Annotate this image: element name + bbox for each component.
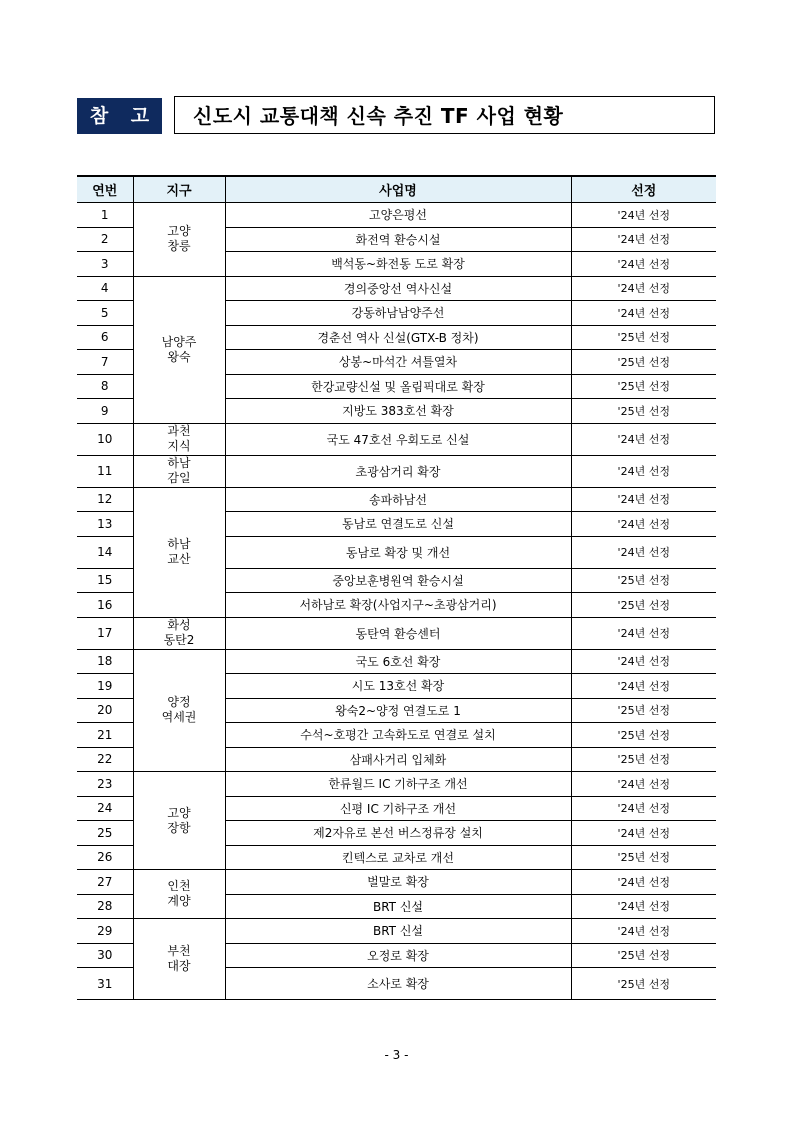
district-cell (133, 487, 225, 617)
project-name: 중앙보훈병원역 환승시설 (225, 568, 571, 593)
selected-year: '24년 선정 (571, 870, 716, 895)
selected-year: '24년 선정 (571, 252, 716, 277)
selected-year: '24년 선정 (571, 674, 716, 699)
selected-year: '25년 선정 (571, 399, 716, 424)
district-name-line: 왕숙 (167, 349, 191, 364)
table-body (77, 203, 716, 1000)
selected-year: '24년 선정 (571, 203, 716, 228)
district-cell (133, 276, 225, 423)
table-row (77, 423, 716, 455)
row-number: 26 (77, 845, 133, 870)
table-row (77, 870, 716, 895)
district-cell (133, 870, 225, 919)
district-name-line: 과천 (167, 424, 191, 438)
project-name: 송파하남선 (225, 487, 571, 512)
selected-year: '24년 선정 (571, 423, 716, 455)
table-row (77, 203, 716, 228)
row-number: 14 (77, 536, 133, 568)
row-number: 29 (77, 919, 133, 944)
row-number: 28 (77, 894, 133, 919)
row-number: 13 (77, 512, 133, 537)
district-name-line: 화성 (167, 618, 191, 632)
project-name: BRT 신설 (225, 919, 571, 944)
project-name: 신평 IC 기하구조 개선 (225, 796, 571, 821)
page-title: 신도시 교통대책 신속 추진 TF 사업 현황 (193, 104, 564, 128)
title-box (174, 96, 715, 134)
project-name: 시도 13호선 확장 (225, 674, 571, 699)
project-name: 국도 6호선 확장 (225, 649, 571, 674)
selected-year: '25년 선정 (571, 350, 716, 375)
row-number: 23 (77, 772, 133, 797)
table-row (77, 649, 716, 674)
row-number: 21 (77, 723, 133, 748)
row-number: 5 (77, 301, 133, 326)
project-name: 동남로 연결도로 신설 (225, 512, 571, 537)
selected-year: '25년 선정 (571, 845, 716, 870)
selected-year: '24년 선정 (571, 821, 716, 846)
selected-year: '24년 선정 (571, 617, 716, 649)
district-cell (133, 772, 225, 870)
column-header-district: 지구 (133, 176, 225, 203)
row-number: 31 (77, 968, 133, 1000)
district-name-line: 지식 (167, 439, 191, 453)
project-name: BRT 신설 (225, 894, 571, 919)
project-name: 경춘선 역사 신설(GTX-B 정차) (225, 325, 571, 350)
project-name: 삼패사거리 입체화 (225, 747, 571, 772)
row-number: 20 (77, 698, 133, 723)
district-name-line: 양정 (167, 695, 191, 710)
column-header-project: 사업명 (225, 176, 571, 203)
table-row (77, 487, 716, 512)
reference-tag: 참 고 (77, 98, 162, 134)
district-name-line: 창릉 (167, 239, 191, 254)
column-header-no: 연번 (77, 176, 133, 203)
selected-year: '24년 선정 (571, 276, 716, 301)
selected-year: '25년 선정 (571, 593, 716, 618)
project-name: 서하남로 확장(사업지구~초광삼거리) (225, 593, 571, 618)
district-name-line: 남양주 (161, 334, 197, 349)
selected-year: '24년 선정 (571, 536, 716, 568)
selected-year: '25년 선정 (571, 723, 716, 748)
selected-year: '25년 선정 (571, 747, 716, 772)
district-name-line: 하남 (167, 537, 191, 551)
selected-year: '25년 선정 (571, 374, 716, 399)
row-number: 25 (77, 821, 133, 846)
district-name-line: 부천 (167, 944, 191, 958)
district-name-line: 감일 (167, 471, 191, 485)
selected-year: '25년 선정 (571, 568, 716, 593)
selected-year: '24년 선정 (571, 919, 716, 944)
district-name-line: 고양 (167, 805, 191, 820)
row-number: 10 (77, 423, 133, 455)
district-cell (133, 423, 225, 455)
page-number: - 3 - (384, 1048, 409, 1062)
project-name: 경의중앙선 역사신설 (225, 276, 571, 301)
table-header-row (77, 176, 716, 203)
project-name: 초광삼거리 확장 (225, 455, 571, 487)
row-number: 17 (77, 617, 133, 649)
project-name: 한류월드 IC 기하구조 개선 (225, 772, 571, 797)
row-number: 12 (77, 487, 133, 512)
page-header (77, 96, 717, 136)
selected-year: '24년 선정 (571, 512, 716, 537)
district-cell (133, 617, 225, 649)
district-cell (133, 919, 225, 1000)
project-name: 강동하남남양주선 (225, 301, 571, 326)
row-number: 6 (77, 325, 133, 350)
project-name: 지방도 383호선 확장 (225, 399, 571, 424)
district-name-line: 동탄2 (163, 633, 195, 647)
row-number: 1 (77, 203, 133, 228)
table-row (77, 455, 716, 487)
selected-year: '25년 선정 (571, 968, 716, 1000)
selected-year: '24년 선정 (571, 227, 716, 252)
row-number: 3 (77, 252, 133, 277)
selected-year: '24년 선정 (571, 772, 716, 797)
row-number: 11 (77, 455, 133, 487)
project-name: 소사로 확장 (225, 968, 571, 1000)
selected-year: '24년 선정 (571, 487, 716, 512)
project-name: 제2자유로 본선 버스정류장 설치 (225, 821, 571, 846)
row-number: 15 (77, 568, 133, 593)
table-row (77, 772, 716, 797)
project-name: 왕숙2~양정 연결도로 1 (225, 698, 571, 723)
district-name-line: 역세권 (161, 710, 197, 725)
district-name-line: 고양 (167, 224, 191, 239)
table-row (77, 919, 716, 944)
row-number: 9 (77, 399, 133, 424)
selected-year: '24년 선정 (571, 455, 716, 487)
project-name: 동탄역 환승센터 (225, 617, 571, 649)
row-number: 30 (77, 943, 133, 968)
selected-year: '25년 선정 (571, 325, 716, 350)
selected-year: '24년 선정 (571, 894, 716, 919)
row-number: 8 (77, 374, 133, 399)
project-name: 화전역 환승시설 (225, 227, 571, 252)
district-name-line: 장항 (167, 820, 191, 835)
project-name: 동남로 확장 및 개선 (225, 536, 571, 568)
district-cell (133, 203, 225, 277)
project-name: 백석동~화전동 도로 확장 (225, 252, 571, 277)
column-header-selected: 선정 (571, 176, 716, 203)
district-name-line: 하남 (167, 456, 191, 470)
row-number: 18 (77, 649, 133, 674)
district-name-line: 대장 (167, 959, 191, 973)
project-name: 국도 47호선 우회도로 신설 (225, 423, 571, 455)
table-row (77, 276, 716, 301)
selected-year: '25년 선정 (571, 943, 716, 968)
row-number: 19 (77, 674, 133, 699)
selected-year: '25년 선정 (571, 698, 716, 723)
row-number: 22 (77, 747, 133, 772)
row-number: 16 (77, 593, 133, 618)
row-number: 27 (77, 870, 133, 895)
row-number: 4 (77, 276, 133, 301)
project-name: 고양은평선 (225, 203, 571, 228)
table-row (77, 617, 716, 649)
district-cell (133, 455, 225, 487)
project-name: 킨텍스로 교차로 개선 (225, 845, 571, 870)
district-name-line: 인천 (167, 879, 191, 893)
project-name: 벌말로 확장 (225, 870, 571, 895)
district-name-line: 계양 (167, 894, 191, 908)
selected-year: '24년 선정 (571, 796, 716, 821)
district-name-line: 교산 (167, 552, 191, 566)
row-number: 7 (77, 350, 133, 375)
row-number: 2 (77, 227, 133, 252)
project-table (77, 175, 716, 1000)
row-number: 24 (77, 796, 133, 821)
district-cell (133, 649, 225, 772)
project-name: 상봉~마석간 셔틀열차 (225, 350, 571, 375)
project-name: 수석~호평간 고속화도로 연결로 설치 (225, 723, 571, 748)
selected-year: '24년 선정 (571, 301, 716, 326)
project-name: 한강교량신설 및 올림픽대로 확장 (225, 374, 571, 399)
selected-year: '24년 선정 (571, 649, 716, 674)
project-name: 오정로 확장 (225, 943, 571, 968)
